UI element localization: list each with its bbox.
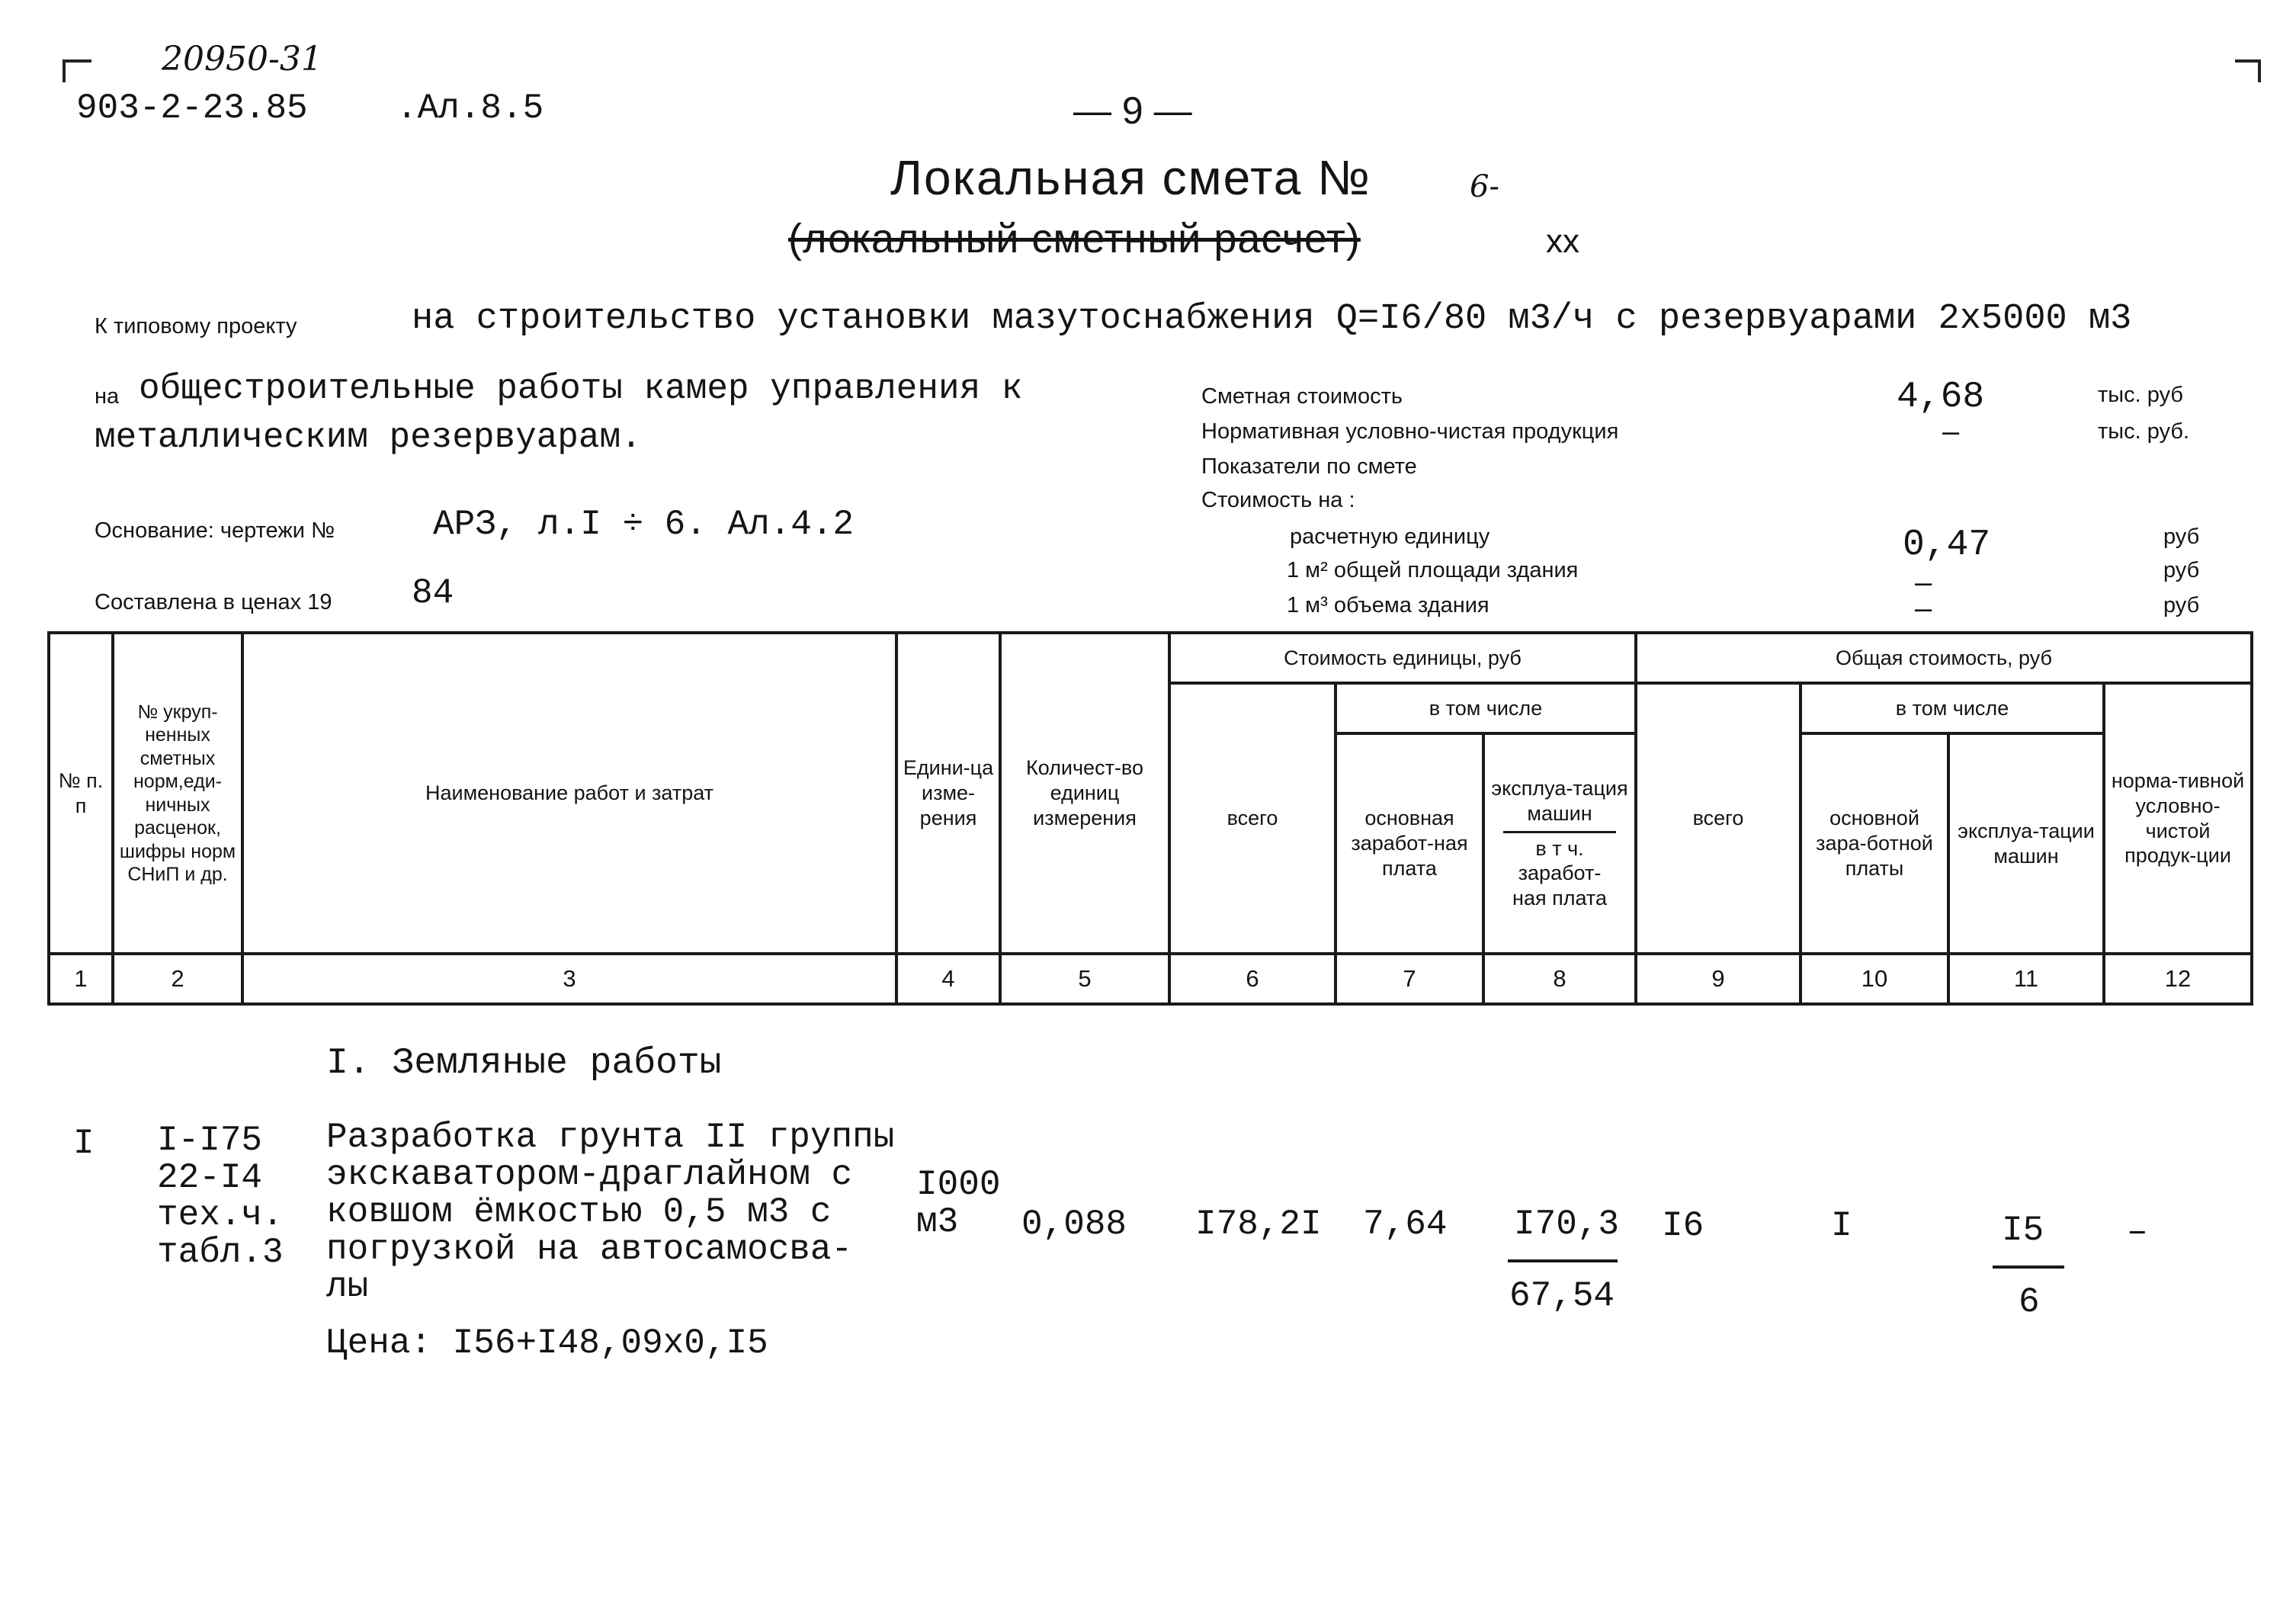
header-total-group: Общая стоимость, руб xyxy=(1636,633,2252,683)
column-number: 4 xyxy=(896,954,1000,1004)
per-unit-unit: руб xyxy=(2163,524,2200,549)
subtitle-suffix: хх xyxy=(1546,223,1579,260)
row-code-line3: тех.ч. xyxy=(157,1195,284,1235)
row-code-line4: табл.3 xyxy=(157,1233,284,1272)
cost-per-label: Стоимость на : xyxy=(1201,488,1355,512)
header-norm-code: № укруп-ненных сметных норм,еди-ничных расценок, шифры норм СНиП и др. xyxy=(113,633,242,954)
section-title: I. Земляные работы xyxy=(326,1043,722,1084)
header-no: № п. п xyxy=(49,633,113,954)
header-incl-2: в том числе xyxy=(1801,683,2104,733)
header-unit-wage: основная заработ-ная плата xyxy=(1336,733,1483,954)
row-name-line3: ковшом ёмкостью 0,5 м3 с xyxy=(326,1192,832,1232)
page-subtitle: (локальный сметный расчет) xyxy=(788,216,1361,261)
album-ref: .Ал.8.5 xyxy=(396,88,544,128)
column-number: 6 xyxy=(1169,954,1336,1004)
row-unit-line1: I000 xyxy=(916,1165,1001,1205)
column-number: 5 xyxy=(1000,954,1169,1004)
estimate-table xyxy=(47,631,2253,1006)
row-unit-machine: I70,3 xyxy=(1514,1205,1620,1244)
row-name-line1: Разработка грунта II группы xyxy=(326,1118,895,1157)
column-number: 7 xyxy=(1336,954,1483,1004)
normative-unit: тыс. руб. xyxy=(2098,419,2190,444)
basis-label: Основание: чертежи № xyxy=(95,518,335,543)
header-total-normative: норма-тивной условно-чистой продук-ции xyxy=(2104,683,2252,954)
row-no: I xyxy=(73,1124,95,1163)
project-name: на строительство установки мазутоснабжения Q=I6/80 м3/ч с резервуарами 2х5000 м3 xyxy=(412,299,2132,339)
row-total-wage: I xyxy=(1831,1206,1852,1246)
per-volume-label: 1 м³ объема здания xyxy=(1287,593,1490,618)
indicators-label: Показатели по смете xyxy=(1201,454,1417,479)
column-number: 3 xyxy=(242,954,896,1004)
row-total-normative: – xyxy=(2127,1212,2148,1252)
column-number: 12 xyxy=(2104,954,2252,1004)
per-unit-value: 0,47 xyxy=(1903,524,1991,566)
header-total-machine: эксплуа-тации машин xyxy=(1948,733,2104,954)
cost-unit: тыс. руб xyxy=(2098,383,2183,407)
per-volume-value: – xyxy=(1915,592,1932,625)
prices-year: 84 xyxy=(412,573,454,613)
row-code-line2: 22-I4 xyxy=(157,1158,263,1198)
column-number: 10 xyxy=(1801,954,1948,1004)
row-unit-line2: м3 xyxy=(916,1202,959,1242)
header-unit-machine-wage: в т ч. заработ-ная плата xyxy=(1503,831,1616,912)
header-unit: Едини-ца изме-рения xyxy=(896,633,1000,954)
row-total: I6 xyxy=(1662,1206,1704,1246)
per-area-value: – xyxy=(1915,566,1932,599)
row-code-line1: I-I75 xyxy=(157,1121,263,1160)
header-name: Наименование работ и затрат xyxy=(242,633,896,954)
work-description-line1: общестроительные работы камер управления к xyxy=(139,369,1023,409)
column-number: 1 xyxy=(49,954,113,1004)
per-volume-unit: руб xyxy=(2163,593,2200,618)
row-name-line2: экскаватором-драглайном с xyxy=(326,1155,853,1195)
header-unit-machine-cell xyxy=(1483,733,1636,954)
corner-mark-left xyxy=(63,59,91,82)
per-area-unit: руб xyxy=(2163,558,2200,582)
prices-label: Составлена в ценах 19 xyxy=(95,590,332,614)
header-unit-total: всего xyxy=(1169,683,1336,954)
column-number: 2 xyxy=(113,954,242,1004)
header-quantity: Количест-во единиц измерения xyxy=(1000,633,1169,954)
cost-value: 4,68 xyxy=(1897,377,1985,418)
fraction-line xyxy=(1993,1266,2064,1269)
header-total-wage: основной зара-ботной платы xyxy=(1801,733,1948,954)
header-unit-machine: эксплуа-тация машин xyxy=(1491,776,1628,825)
per-unit-label: расчетную единицу xyxy=(1290,524,1490,549)
corner-mark-right xyxy=(2235,59,2261,82)
header-total-total: всего xyxy=(1636,683,1801,954)
row-name-line4: погрузкой на автосамосва- xyxy=(326,1230,853,1269)
project-prefix-label: К типовому проекту xyxy=(95,314,297,338)
header-incl-1: в том числе xyxy=(1336,683,1636,733)
row-quantity: 0,088 xyxy=(1021,1205,1127,1244)
fraction-line xyxy=(1508,1259,1618,1262)
normative-value: – xyxy=(1942,415,1960,448)
column-number: 11 xyxy=(1948,954,2104,1004)
column-number: 9 xyxy=(1636,954,1801,1004)
work-description-line2: металлическим резервуарам. xyxy=(95,418,642,457)
row-unit-machine-wage: 67,54 xyxy=(1509,1276,1615,1316)
row-name-line5: лы xyxy=(326,1267,369,1307)
page-title: Локальная смета № xyxy=(890,150,1371,205)
row-total-machine-wage: 6 xyxy=(2019,1282,2040,1322)
project-code: 903-2-23.85 xyxy=(76,88,308,128)
header-unit-cost-group: Стоимость единицы, руб xyxy=(1169,633,1636,683)
page-number: — 9 — xyxy=(1073,89,1192,132)
normative-label: Нормативная условно-чистая продукция xyxy=(1201,419,1619,444)
cost-label: Сметная стоимость xyxy=(1201,384,1403,409)
row-unit-wage: 7,64 xyxy=(1363,1205,1448,1244)
handwritten-number: 20950-31 xyxy=(162,40,322,79)
row-total-machine: I5 xyxy=(2002,1211,2044,1250)
per-area-label: 1 м² общей площади здания xyxy=(1287,558,1579,582)
row-unit-total: I78,2I xyxy=(1195,1205,1322,1244)
work-on-label: на xyxy=(95,384,120,409)
basis-value: АРЗ, л.I ÷ 6. Ал.4.2 xyxy=(433,505,855,544)
estimate-number: 6- xyxy=(1470,169,1499,204)
column-number: 8 xyxy=(1483,954,1636,1004)
row-price-note: Цена: I56+I48,09х0,I5 xyxy=(326,1323,768,1363)
